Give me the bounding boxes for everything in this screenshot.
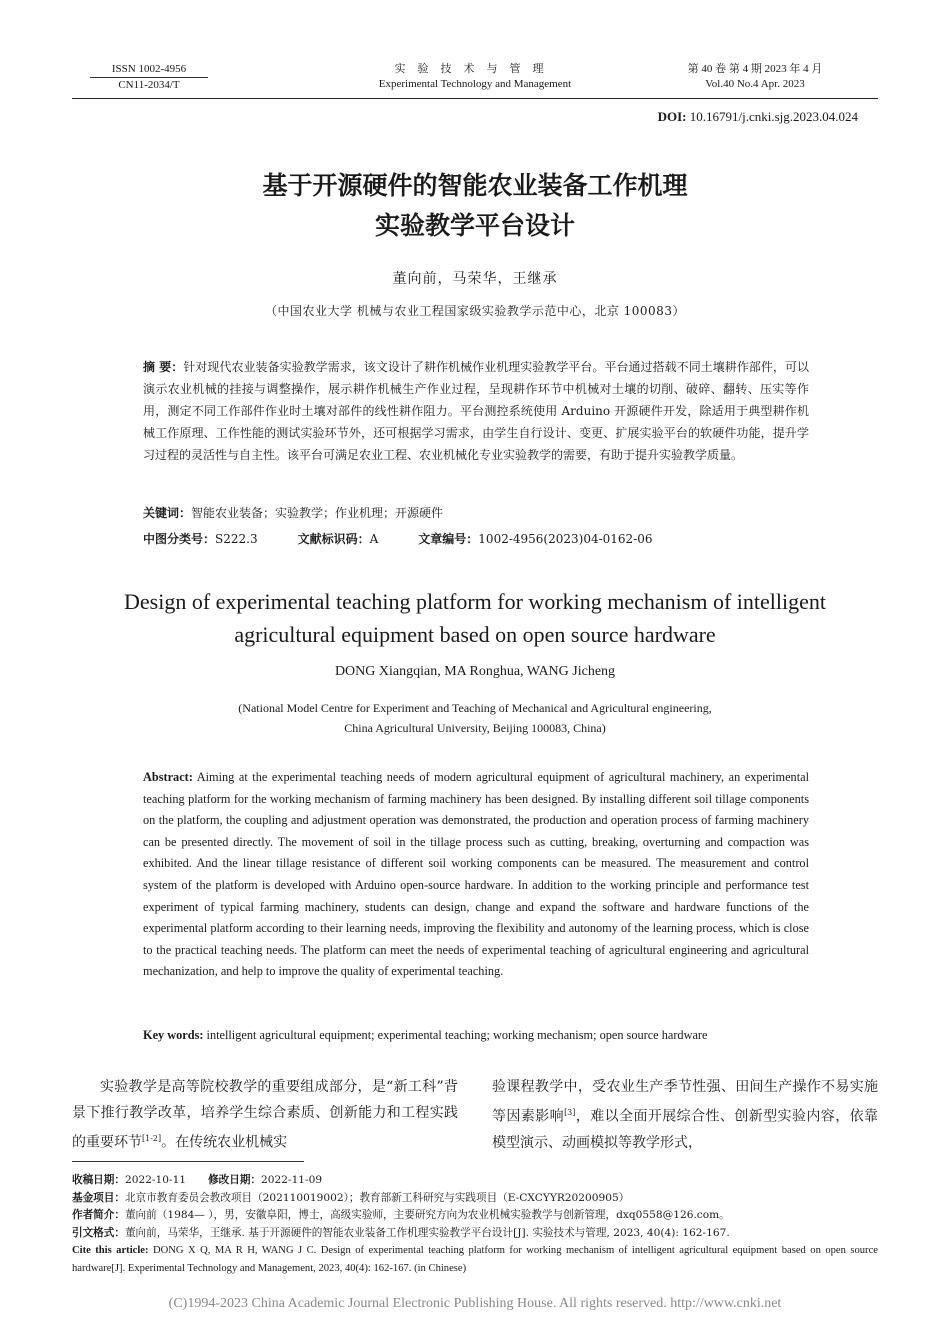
doi-label: DOI: — [657, 109, 687, 124]
doc-code-value: A — [369, 532, 379, 546]
volume-block — [655, 62, 855, 92]
body-right-ref: [3] — [564, 1108, 576, 1117]
author-bio-label: 作者简介： — [72, 1209, 125, 1221]
keywords-cn — [143, 503, 809, 523]
abstract-cn-label: 摘 要： — [143, 360, 184, 374]
cite-en-label: Cite this article: — [72, 1245, 149, 1256]
cite-cn-label: 引文格式： — [72, 1226, 125, 1239]
received-label: 收稿日期： — [72, 1174, 125, 1186]
header-rule — [72, 98, 878, 99]
abstract-en — [143, 767, 809, 983]
footnote-cite-en — [72, 1242, 878, 1277]
keywords-en-label: Key words: — [143, 1028, 204, 1042]
received-date: 2022-10-11 — [124, 1174, 187, 1186]
cn-number: CN11-2034/T — [118, 79, 180, 91]
journal-name-block — [330, 62, 620, 92]
abstract-cn-text: 针对现代农业装备实验教学需求，该文设计了耕作机械作业机理实验教学平台。平台通过搭载不同土壤耕作部件，可以演示农业机械的挂接与调整操作，展示耕作机械生产作业过程，呈现耕作环节中机械对土壤的切削、破碎、翻转、压实等作用，测定不同工作部件作业时土壤对部件的线性耕作阻力。平台测控系统使用 Arduino 开源硬件开发，除适用于典型耕作机械工作原理、工作性能的测试实验环节外，还可根据学习需求，由学生自行设计、变更、扩展实验平台的软硬件功能，提升学习过程的灵活性与自主性。该平台可满足农业工程、农业机械化专业实验教学的需要，有助于提升实验教学质量。 — [143, 360, 809, 462]
affiliation-en-line2: China Agricultural University, Beijing 100083, China) — [344, 721, 606, 735]
article-number-label: 文章编号： — [418, 532, 479, 546]
volume-cn: 第 40 卷 第 4 期 2023 年 4 月 — [687, 63, 823, 75]
footnotes — [72, 1172, 878, 1277]
body-right-text-b: ，难以全面开展综合性、创新型实验内容，依靠模型演示、动画模拟等教学形式， — [492, 1108, 879, 1151]
clc-label: 中图分类号： — [143, 532, 216, 546]
keywords-en-text: intelligent agricultural equipment; experimental teaching; working mechanism; open source hardware — [206, 1028, 708, 1042]
title-cn-line1: 基于开源硬件的智能农业装备工作机理 — [262, 171, 688, 200]
cite-cn-text: 董向前，马荣华，王继承. 基于开源硬件的智能农业装备工作机理实验教学平台设计[J]. 实验技术与管理, 2023, 40(4): 162-167. — [124, 1226, 730, 1239]
body-column-right — [492, 1074, 878, 1156]
volume-en: Vol.40 No.4 Apr. 2023 — [705, 78, 805, 90]
clc-value: S222.3 — [215, 532, 258, 546]
keywords-cn-text: 智能农业装备；实验教学；作业机理；开源硬件 — [191, 506, 444, 520]
revised-date: 2022-11-09 — [261, 1174, 323, 1186]
article-number-value: 1002-4956(2023)04-0162-06 — [478, 532, 653, 546]
cite-en-text: DONG X Q, MA R H, WANG J C. Design of experimental teaching platform for working mechanism of intelligent agricultural equipment based on open source hardware[J]. Experimental Technology and Management, 2023, 40(4): 162-167. (in Chinese) — [72, 1245, 878, 1274]
body-left-text-b: 。在传统农业机械实 — [161, 1134, 288, 1151]
keywords-cn-label: 关键词： — [143, 506, 192, 520]
authors-en: DONG Xiangqian, MA Ronghua, WANG Jicheng — [334, 664, 616, 679]
classification-row — [143, 529, 809, 549]
issn: ISSN 1002-4956 — [90, 62, 208, 78]
fund-text: 北京市教育委员会教改项目（202110019002）；教育部新工科研究与实践项目（E-CXCYYR20200905） — [124, 1191, 630, 1204]
abstract-en-label: Abstract: — [143, 770, 193, 784]
footnote-rule — [72, 1161, 304, 1162]
affiliation-en — [0, 698, 950, 738]
journal-issn-block — [90, 62, 208, 93]
body-left-ref: [1-2] — [142, 1134, 162, 1143]
abstract-en-text: Aiming at the experimental teaching needs of modern agricultural equipment of agricultural machinery, an experimental teaching platform for the working mechanism of farming machinery has been designed. By installing different soil tillage components on the platform, the coupling and adjustment operation was demonstrated, the production and operation process of farming machinery can be presented directly. The movement of soil in the tillage process such as cutting, breaking, overturning and compaction was exhibited. And the linear tillage resistance of different soil working components can be measured. The measurement and control system of the platform is developed with Arduino open-source hardware. In addition to the working principle and performance test experiment of typical farming machinery, students can design, change and expand the software and hardware functions of the experimental platform according to their learning needs, improving the flexibility and autonomy of the learning process, which is close to the practical teaching needs. The platform can meet the needs of experimental teaching of agricultural engineering and agricultural mechanization, and help to improve the quality of experimental teaching. — [143, 770, 809, 979]
abstract-cn — [143, 356, 809, 466]
revised-label: 修改日期： — [208, 1174, 262, 1186]
doi-value: 10.16791/j.cnki.sjg.2023.04.024 — [689, 109, 858, 124]
journal-name-en: Experimental Technology and Management — [378, 78, 572, 90]
doc-code-label: 文献标识码： — [297, 532, 370, 546]
body-right-text-a: 验课程教学中，受农业生产季节性强、田间生产操作不易实施等因素影响 — [492, 1079, 878, 1125]
affiliation-cn: （中国农业大学 机械与农业工程国家级实验教学示范中心，北京 100083） — [265, 304, 685, 318]
body-column-left — [72, 1074, 458, 1156]
doi-line — [658, 109, 858, 125]
fund-label: 基金项目： — [72, 1191, 125, 1204]
footnote-cite-cn — [72, 1225, 878, 1243]
title-en: Design of experimental teaching platform for working mechanism of intelligent agricultural equipment based on open source hardware — [124, 589, 826, 647]
footnote-author — [72, 1207, 878, 1225]
body-left-text-a: 实验教学是高等院校教学的重要组成部分，是“新工科”背景下推行教学改革，培养学生综合素质、创新能力和工程实践的重要环节 — [72, 1079, 458, 1151]
affiliation-en-line1: (National Model Centre for Experiment and Teaching of Mechanical and Agricultural engineering, — [238, 701, 712, 715]
authors-cn: 董向前，马荣华，王继承 — [392, 271, 558, 287]
copyright-watermark: (C)1994-2023 China Academic Journal Electronic Publishing House. All rights reserved. http://www.cnki.net — [168, 1296, 782, 1311]
title-cn — [0, 166, 950, 246]
footnote-dates — [72, 1172, 878, 1190]
footnote-fund — [72, 1190, 878, 1208]
author-bio-text: 董向前（1984— ），男，安徽阜阳，博士，高级实验师，主要研究方向为农业机械实验教学与创新管理，dxq0558@126.com。 — [124, 1209, 730, 1221]
title-cn-line2: 实验教学平台设计 — [374, 211, 575, 240]
journal-name-cn: 实验技术与管理 — [394, 63, 556, 75]
keywords-en — [143, 1025, 809, 1045]
